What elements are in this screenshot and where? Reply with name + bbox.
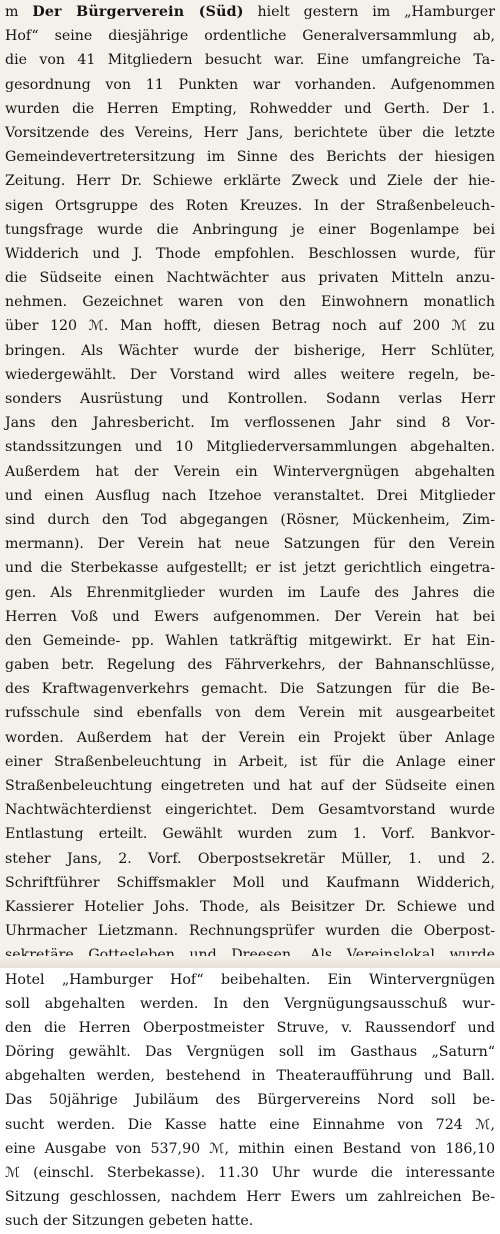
article-line: den Gemeinde- pp. Wahlen tatkräftig mitgewirkt. Er hat Ein- — [5, 632, 495, 649]
article-line: Jans den Jahresbericht. Im verflossenen Jahr sind 8 Vor- — [5, 415, 495, 432]
article-line: rufsschule sind ebenfalls von dem Verein mit ausgearbeitet — [5, 705, 495, 722]
article-line: mermann). Der Verein hat neue Satzungen für den Verein — [5, 536, 495, 553]
article-line: gaben betr. Regelung des Fährverkehrs, der Bahnanschlüsse, — [5, 657, 495, 674]
article-line: steher Jans, 2. Vorf. Oberpostsekretär Müller, 1. und 2. — [5, 850, 495, 867]
article-line: wurden die Herren Empting, Rohwedder und Gerth. Der 1. — [5, 100, 495, 117]
article-line: tungsfrage wurde die Anbringung je einer Bogenlampe bei — [5, 221, 495, 238]
article-line: sucht werden. Die Kasse hatte eine Einnahme von 724 ℳ, — [5, 1116, 495, 1133]
article-line: Das 50jährige Jubiläum des Bürgervereins Nord soll be- — [5, 1092, 495, 1109]
article-line: Außerdem hat der Verein ein Wintervergnügen abgehalten — [5, 463, 495, 480]
article-line: Straßenbeleuchtung eingetreten und hat auf der Südseite einen — [5, 778, 495, 794]
article-line: über 120 ℳ. Man hofft, diesen Betrag noch auf 200 ℳ zu — [5, 318, 495, 335]
article-line: Entlastung erteilt. Gewählt wurden zum 1. Vorf. Bankvor- — [5, 826, 495, 843]
article-line: den die Herren Oberpostmeister Struve, v. Raussendorf und — [5, 1019, 495, 1036]
dateline-marker: m — [5, 4, 19, 20]
article-line: einer Straßenbeleuchtung in Arbeit, ist für die Anlage einer — [5, 753, 495, 770]
article-line: abgehalten werden, bestehend in Theateraufführung und Ball. — [5, 1068, 495, 1085]
article-line: Herren Voß und Ewers aufgenommen. Der Verein hat bei — [5, 608, 495, 625]
article-line: Uhrmacher Lietzmann. Rechnungsprüfer wurden die Oberpost- — [5, 923, 495, 940]
article-line: die Südseite einen Nachtwächter aus privaten Mitteln anzu- — [5, 270, 495, 287]
article-line: nehmen. Gezeichnet waren von den Einwohnern monatlich — [5, 294, 495, 311]
article-line: Kassierer Hotelier Johs. Thode, als Beisitzer Dr. Schiewe und — [5, 898, 495, 915]
article-line: such der Sitzungen gebeten hatte. — [5, 1213, 254, 1230]
article-line: ℳ (einschl. Sterbekasse). 11.30 Uhr wurde die interessante — [5, 1165, 495, 1181]
article-headline-line — [5, 0, 495, 24]
article-line: Döring gewählt. Das Vergnügen soll im Gasthaus „Saturn“ — [5, 1044, 495, 1061]
article-line: Nachtwächterdienst eingerichtet. Dem Gesamtvorstand wurde — [5, 802, 495, 819]
article-line: die von 41 Mitgliedern besucht war. Eine umfangreiche Ta- — [5, 52, 495, 69]
article-line: sigen Ortsgruppe des Roten Kreuzes. In der Straßenbeleuch- — [5, 197, 495, 214]
article-line: wiedergewählt. Der Vorstand wird alles weitere regeln, be- — [5, 366, 495, 383]
article-line: Vorsitzende des Vereins, Herr Jans, berichtete über die letzte — [5, 124, 495, 141]
article-line: soll abgehalten werden. In den Vergnügungsausschuß wur- — [5, 995, 495, 1012]
article-line: Schriftführer Schiffsmakler Moll und Kaufmann Widderich, — [5, 874, 495, 891]
article-line: sonders Ausrüstung und Kontrollen. Sodann verlas Herr — [5, 391, 495, 407]
article-line: Hof“ seine diesjährige ordentliche Generalversammlung ab, — [5, 28, 495, 45]
article-line: eine Ausgabe von 537,90 ℳ, mithin einen Bestand von 186,10 — [5, 1140, 495, 1157]
article-title: Der Bürgerverein (Süd) — [32, 4, 244, 20]
article-line: bringen. Als Wächter wurde der bisherige, Herr Schlüter, — [5, 342, 495, 359]
article-line: gen. Als Ehrenmitglieder wurden im Laufe des Jahres die — [5, 584, 495, 601]
article-line: Hotel „Hamburger Hof“ beibehalten. Ein Wintervergnügen — [5, 971, 495, 988]
article-line: Sitzung geschlossen, nachdem Herr Ewers um zahlreichen Be- — [5, 1189, 495, 1206]
article-line: des Kraftwagenverkehrs gemacht. Die Satzungen für die Be- — [5, 681, 495, 698]
article-line: und einen Ausflug nach Itzehoe veranstaltet. Drei Mitglieder — [5, 487, 495, 504]
clipping-bottom-edge — [0, 956, 500, 968]
article-line: Widderich und J. Thode empfohlen. Beschlossen wurde, für — [5, 245, 495, 262]
article-line: Zeitung. Herr Dr. Schiewe erklärte Zweck und Ziele der hie- — [5, 173, 495, 190]
article-line: und die Sterbekasse aufgestellt; er ist jetzt gerichtlich eingetra- — [5, 560, 495, 577]
article-line: Gemeindevertretersitzung im Sinne des Berichts der hiesigen — [5, 149, 495, 166]
article-line: standssitzungen und 10 Mitgliederversammlungen abgehalten. — [5, 439, 495, 456]
article-line: gesordnung von 11 Punkten war vorhanden. Aufgenommen — [5, 76, 495, 93]
article-body — [5, 0, 495, 1234]
article-line: worden. Außerdem hat der Verein ein Projekt über Anlage — [5, 729, 495, 746]
article-line: hielt gestern im „Hamburger — [257, 4, 495, 20]
article-line: sind durch den Tod abgegangen (Rösner, Mückenheim, Zim- — [5, 511, 495, 528]
